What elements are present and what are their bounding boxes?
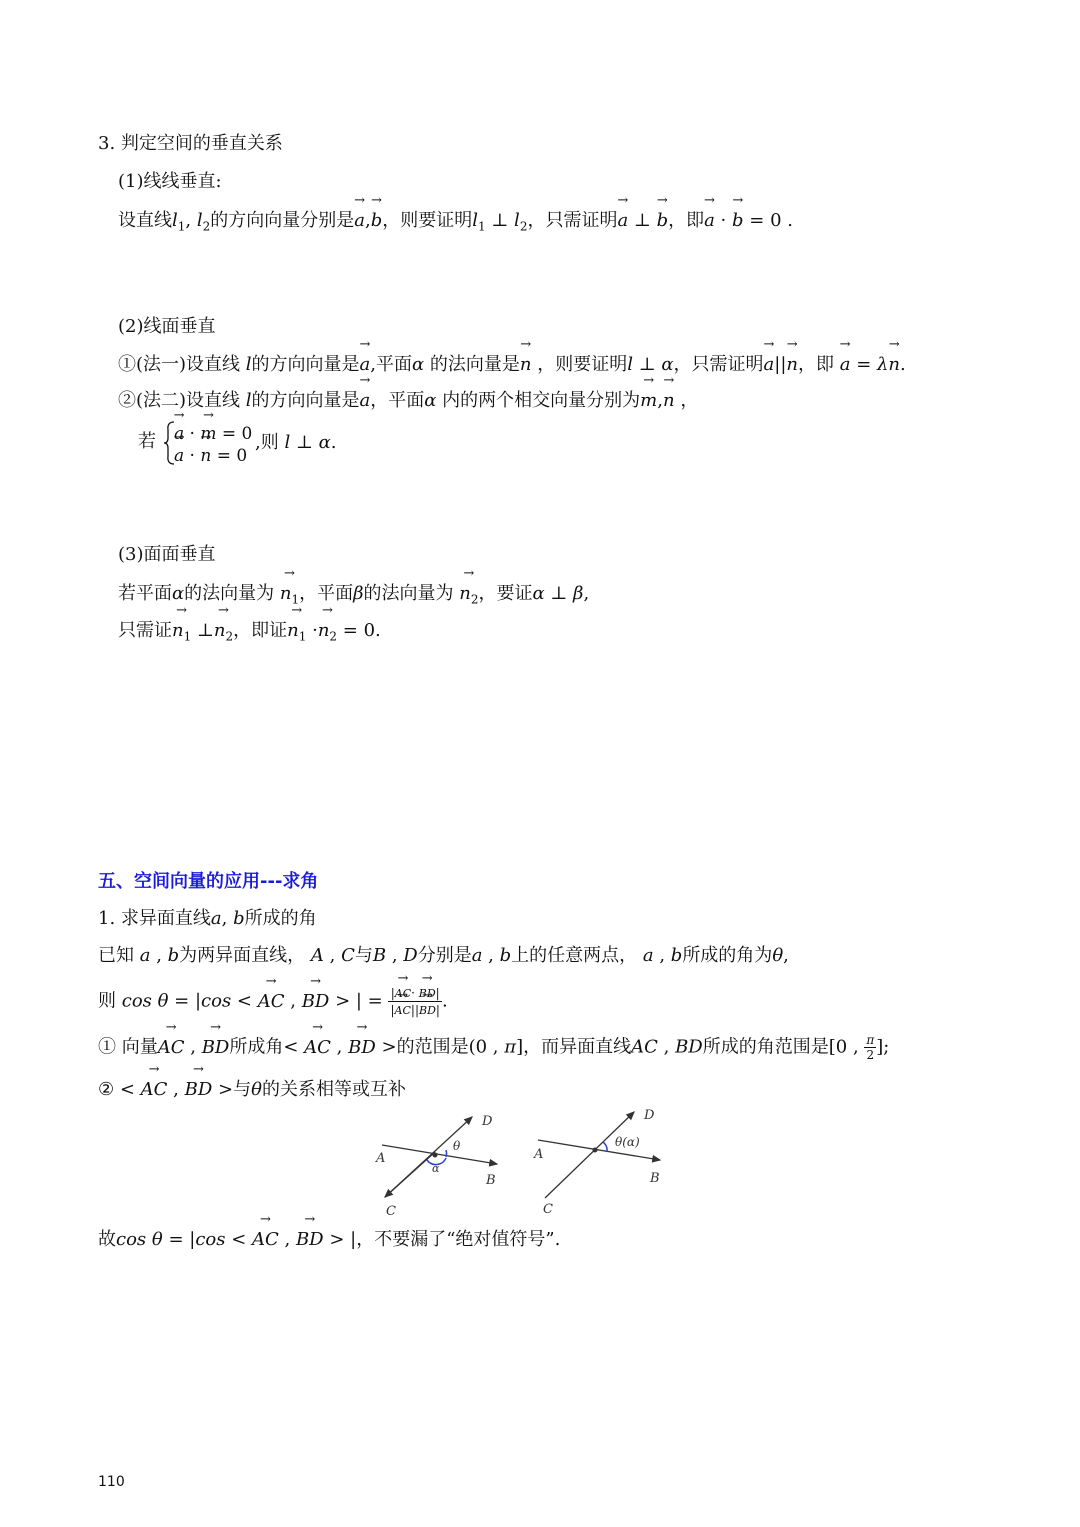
line-line-statement: 设直线$l_1$, $l_2$的方向向量分别是→ a,→ b，则要证明$l_1$ ⊥ $l_2$，只需证明→ a ⊥ → b，即→ a · → b = 0 . xyxy=(118,207,793,239)
plane-plane-statement-2: 只需证→ $n_1$ ⊥→ $n_2$，即证→ $n_1 \cdot\to n_2 = 0$. xyxy=(118,617,381,649)
subheading-line-line: (1)线线垂直: xyxy=(118,171,222,192)
label-d-left: D xyxy=(482,1114,493,1129)
section-3-title: 3. 判定空间的垂直关系 xyxy=(98,133,283,154)
label-c-right: C xyxy=(543,1202,553,1217)
line-plane-method-2: ②(法二)设直线 l的方向向量是→ a，平面α 内的两个相交向量分别为→ m,→ n ， xyxy=(118,387,698,413)
label-a-left: A xyxy=(376,1151,386,1166)
item-1-title: 1. 求异面直线a, b所成的角 xyxy=(98,908,317,929)
section-5-heading: 五、空间向量的应用---求角 xyxy=(98,871,319,892)
label-c-left: C xyxy=(386,1204,396,1219)
angle-theta-alpha-right: θ(α) xyxy=(615,1135,640,1149)
cos-formula: 则 cos θ = |cos < → AC , → BD > | = $\frac{|\to AC\cdot \to BD|}{|\to AC||\to BD|}$ . xyxy=(98,985,448,1018)
label-d-right: D xyxy=(644,1108,655,1123)
angle-figure xyxy=(360,1100,680,1220)
known-statement: 已知 a , b为两异面直线， A , C与B , D分别是a , b上的任意两点， a , b所成的角为θ, xyxy=(98,945,789,966)
range-statement-2: ② < → AC , → BD >与θ的关系相等或互补 xyxy=(98,1076,406,1102)
subheading-line-plane: (2)线面垂直 xyxy=(118,316,216,337)
line-plane-method-1: ①(法一)设直线 l的方向向量是→ a,平面α 的法向量是→ n ，则要证明l ⊥ α，只需证明→ a||→ n，即 → a = λ→ n. xyxy=(118,351,906,377)
page-number: 110 xyxy=(98,1474,125,1490)
line-plane-conclusion: ,则 l ⊥ α. xyxy=(255,432,337,453)
line-plane-condition: 若 xyxy=(138,431,156,452)
plane-plane-statement-1: 若平面α的法向量为 → $n_1$，平面β的法向量为 → $n_2$，要证α ⊥ β, xyxy=(118,580,589,612)
pi-over-2-fraction: $\frac{\pi}{2}$ xyxy=(866,1033,875,1062)
cos-fraction: $\frac{|\to AC\cdot \to BD|}{|\to AC||\to BD|}$ xyxy=(388,985,441,1018)
angle-alpha-left: α xyxy=(432,1162,440,1175)
angle-theta-left: θ xyxy=(453,1139,461,1153)
conclusion-statement: 故cos θ = |cos < → AC , → BD > |，不要漏了“绝对值符号”. xyxy=(98,1226,560,1252)
range-statement-1: ① 向量→ AC , → BD所成角< → AC , → BD >的范围是(0 , π]，而异面直线AC , BD所成的角范围是[0 , $\frac{\pi}{2}$ ]; xyxy=(98,1033,889,1062)
subheading-plane-plane: (3)面面垂直 xyxy=(118,544,216,565)
label-b-left: B xyxy=(486,1173,496,1188)
label-a-right: A xyxy=(534,1147,544,1162)
label-b-right: B xyxy=(650,1171,660,1186)
figure-right xyxy=(533,1108,660,1217)
figure-left xyxy=(375,1114,497,1219)
